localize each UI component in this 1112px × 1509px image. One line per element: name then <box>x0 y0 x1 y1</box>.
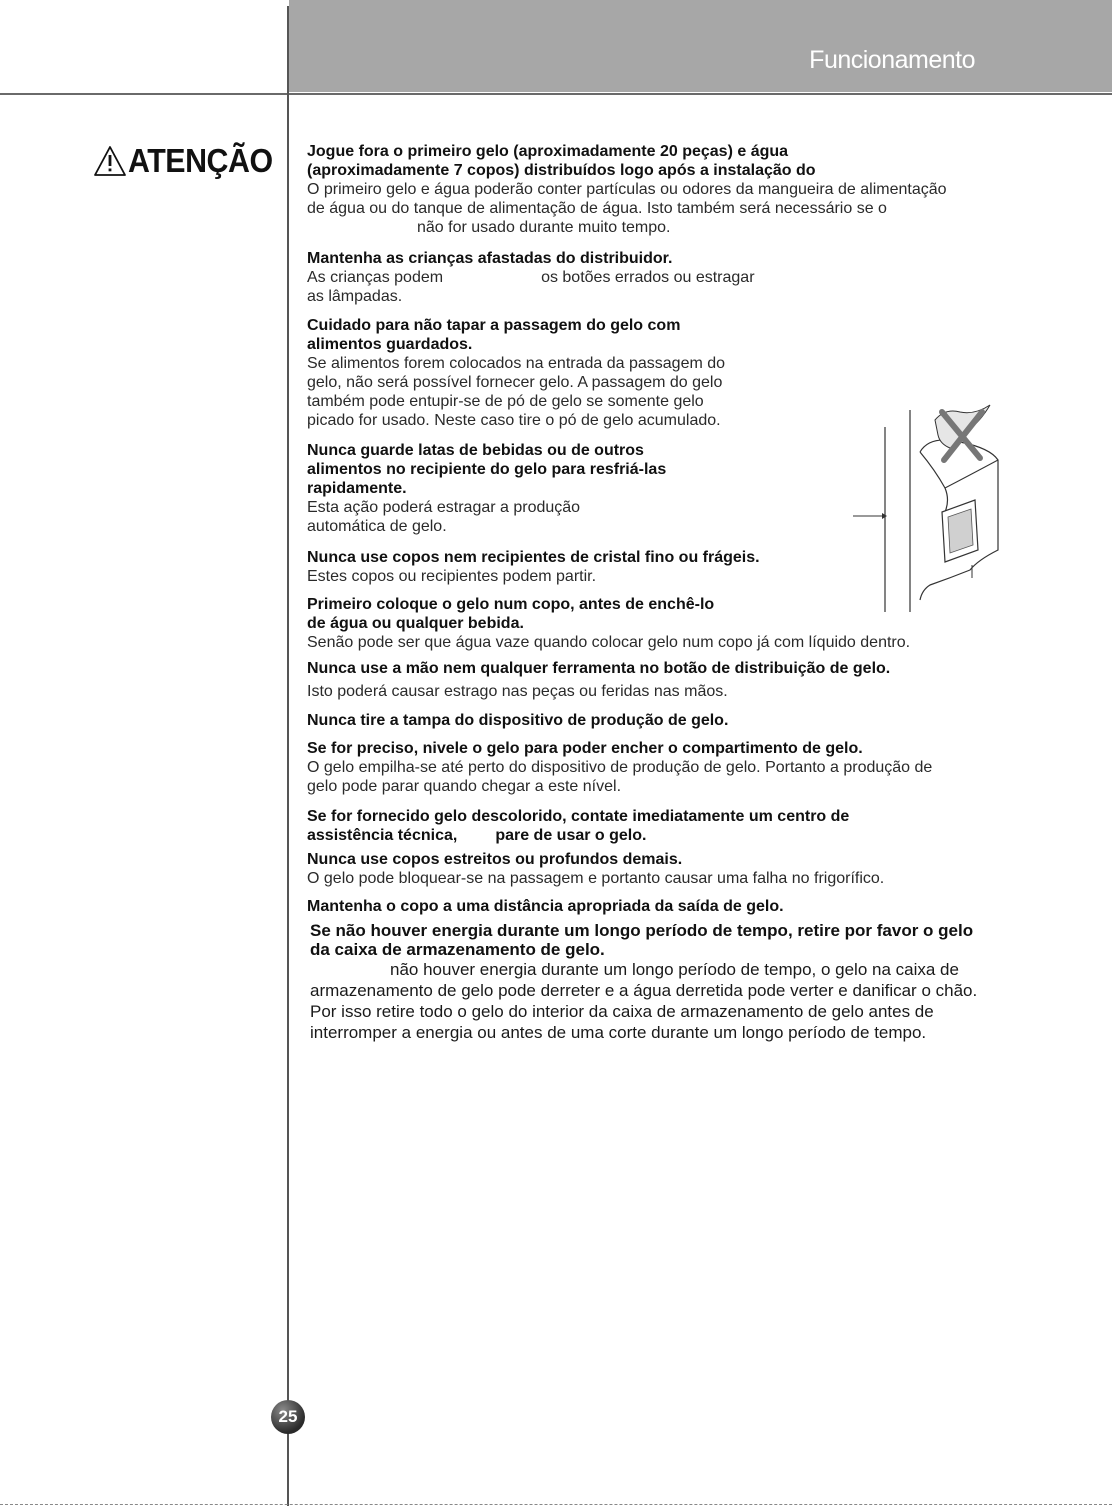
item-title: pare de usar o gelo. <box>495 827 647 844</box>
caution-item-no-hand <box>307 659 1067 701</box>
column-divider <box>287 6 289 1506</box>
item-body: picado for usado. Neste caso tire o pó de gelo acumulado. <box>307 412 721 429</box>
item-body: não for usado durante muito tempo. <box>417 219 671 236</box>
item-body: O primeiro gelo e água poderão conter partículas ou odores da mangueira de alimentação <box>307 181 947 198</box>
item-body: armazenamento de gelo pode derreter e a água derretida pode verter e danificar o chão. <box>310 981 978 1000</box>
page-section-title: Funcionamento <box>809 46 975 74</box>
item-title: alimentos no recipiente do gelo para resfriá-las <box>307 461 667 478</box>
item-body: de água ou do tanque de alimentação de água. Isto também será necessário se o <box>307 200 887 217</box>
item-body: não houver energia durante um longo período de tempo, o gelo na caixa de <box>390 960 959 979</box>
caution-item-cup-distance <box>307 897 1067 916</box>
item-title: assistência técnica, <box>307 827 458 844</box>
item-body: Estes copos ou recipientes podem partir. <box>307 568 597 585</box>
item-title: Jogue fora o primeiro gelo (aproximadamente 20 peças) e água <box>307 143 789 160</box>
header-divider <box>0 93 1112 95</box>
item-body: as lâmpadas. <box>307 288 403 305</box>
item-body: Por isso retire todo o gelo do interior da caixa de armazenamento de gelo antes de <box>310 1002 934 1021</box>
item-body: também pode entupir-se de pó de gelo se somente gelo <box>307 393 704 410</box>
item-title: Nunca guarde latas de bebidas ou de outros <box>307 442 644 459</box>
header-band <box>289 0 1112 92</box>
caution-heading <box>93 142 285 180</box>
item-body: Senão pode ser que água vaze quando colocar gelo num copo já com líquido dentro. <box>307 634 911 651</box>
item-body: gelo pode parar quando chegar a este nível. <box>307 778 622 795</box>
item-body: interromper a energia ou antes de uma corte durante um longo período de tempo. <box>310 1023 927 1042</box>
item-title: Nunca tire a tampa do dispositivo de produção de gelo. <box>307 712 729 729</box>
item-body: automática de gelo. <box>307 518 447 535</box>
item-body: gelo, não será possível fornecer gelo. A passagem do gelo <box>307 374 723 391</box>
item-title: alimentos guardados. <box>307 336 473 353</box>
item-title: Nunca use copos nem recipientes de cristal fino ou frágeis. <box>307 549 760 566</box>
item-title: Nunca use a mão nem qualquer ferramenta no botão de distribuição de gelo. <box>307 660 891 677</box>
caution-item-first-ice <box>307 142 1067 237</box>
item-body: Esta ação poderá estragar a produção <box>307 499 581 516</box>
item-body: As crianças podem <box>307 269 444 286</box>
caution-item-children <box>307 249 1067 306</box>
page-number-badge: 25 <box>271 1400 305 1434</box>
caution-item-level-ice <box>307 739 1067 796</box>
bottom-divider <box>0 1504 1112 1505</box>
item-title: Cuidado para não tapar a passagem do gelo com <box>307 317 681 334</box>
item-title: Mantenha o copo a uma distância apropriada da saída de gelo. <box>307 898 784 915</box>
item-body: O gelo empilha-se até perto do dispositivo de produção de gelo. Portanto a produção de <box>307 759 933 776</box>
item-title: Mantenha as crianças afastadas do distribuidor. <box>307 250 673 267</box>
item-title: Primeiro coloque o gelo num copo, antes de enchê-lo <box>307 596 715 613</box>
caution-item-cover <box>307 711 1067 730</box>
item-body: Isto poderá causar estrago nas peças ou feridas nas mãos. <box>307 683 728 700</box>
item-title: Se não houver energia durante um longo período de tempo, retire por favor o gelo <box>310 921 974 940</box>
caution-item-discolored-ice <box>307 807 1067 845</box>
item-title: Se for fornecido gelo descolorido, contate imediatamente um centro de <box>307 808 850 825</box>
caution-label: ATENÇÃO <box>128 142 273 179</box>
item-title: da caixa de armazenamento de gelo. <box>310 940 605 959</box>
caution-item-narrow-cups <box>307 850 1067 888</box>
item-title: (aproximadamente 7 copos) distribuídos logo após a instalação do <box>307 162 816 179</box>
item-title: Se for preciso, nivele o gelo para poder encher o compartimento de gelo. <box>307 740 863 757</box>
item-title: Nunca use copos estreitos ou profundos demais. <box>307 851 683 868</box>
item-body: O gelo pode bloquear-se na passagem e portanto causar uma falha no frigorífico. <box>307 870 885 887</box>
item-title: de água ou qualquer bebida. <box>307 615 524 632</box>
item-body: os botões errados ou estragar <box>541 269 755 286</box>
item-body: Se alimentos forem colocados na entrada da passagem do <box>307 355 726 372</box>
item-title: rapidamente. <box>307 480 407 497</box>
dispenser-illustration <box>850 400 1020 612</box>
warning-icon <box>93 145 127 177</box>
caution-item-power-outage <box>310 920 1090 1043</box>
